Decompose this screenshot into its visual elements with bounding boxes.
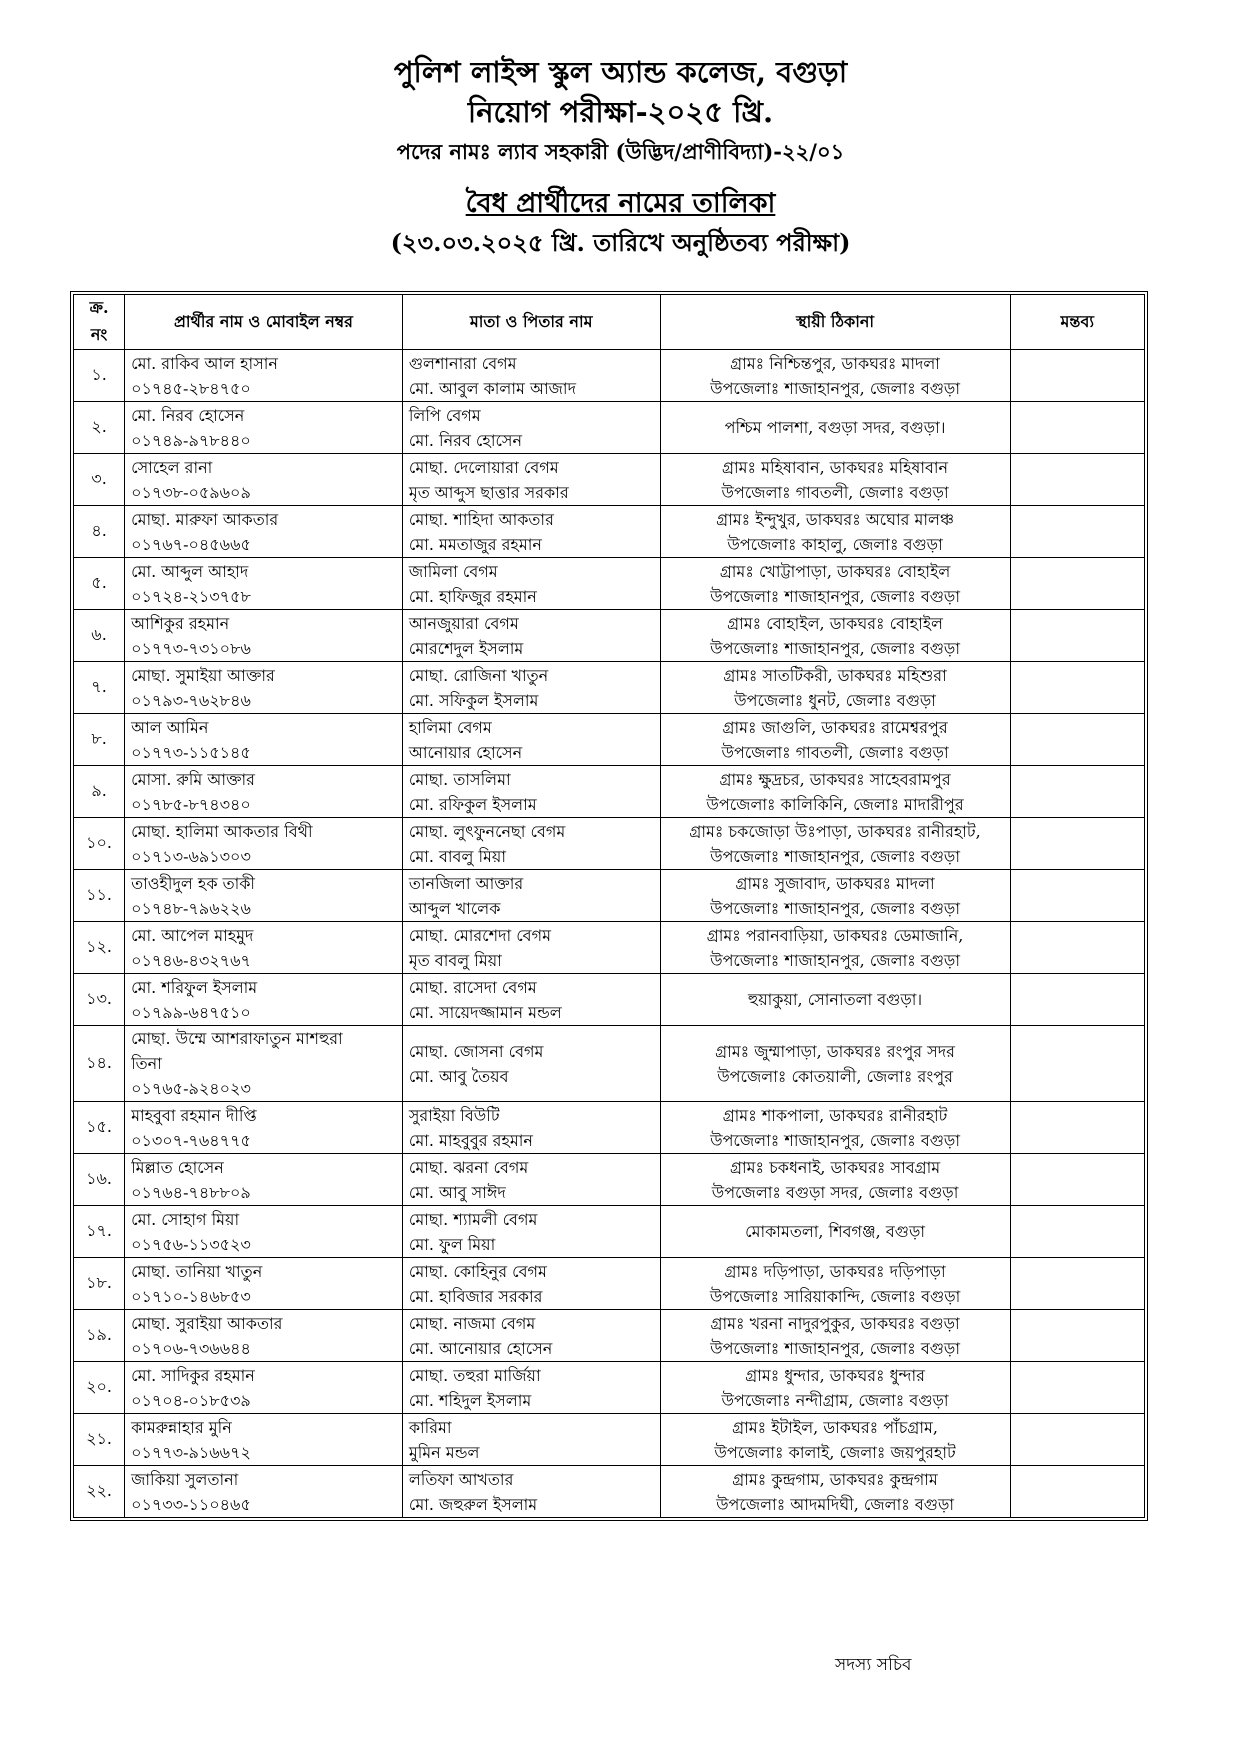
institution-name: পুলিশ লাইন্স স্কুল অ্যান্ড কলেজ, বগুড়া <box>393 55 848 89</box>
serial-cell: ২০. <box>74 1362 125 1414</box>
address-line-2: উপজেলাঃ ধুনট, জেলাঃ বগুড়া <box>734 690 936 710</box>
parents-cell <box>402 974 660 1026</box>
serial-cell: ১. <box>74 350 125 402</box>
candidate-name: মো. আপেল মাহমুদ <box>131 925 254 945</box>
candidate-cell <box>125 766 403 818</box>
mother-name: মোছা. নাজমা বেগম <box>408 1313 536 1333</box>
father-name: মোরশেদুল ইসলাম <box>408 638 524 658</box>
address-cell <box>660 1258 1010 1310</box>
table-row <box>74 766 1145 818</box>
remarks-cell <box>1010 1258 1144 1310</box>
table-row <box>74 1466 1145 1518</box>
address-cell <box>660 1362 1010 1414</box>
remarks-cell <box>1010 922 1144 974</box>
address-line-1: পশ্চিম পালশা, বগুড়া সদর, বগুড়া। <box>724 418 946 437</box>
table-body <box>74 350 1145 1518</box>
remarks-cell <box>1010 714 1144 766</box>
mother-name: লতিফা আখতার <box>408 1469 514 1489</box>
address-line-1: গ্রামঃ পরানবাড়িয়া, ডাকঘরঃ ডেমাজানি, <box>706 925 964 945</box>
table-row <box>74 402 1145 454</box>
address-line-1: গ্রামঃ মহিষাবান, ডাকঘরঃ মহিষাবান <box>722 457 949 477</box>
father-name: মো. মমতাজুর রহমান <box>408 534 542 554</box>
address-line-2: উপজেলাঃ শাজাহানপুর, জেলাঃ বগুড়া <box>710 950 960 970</box>
address-cell <box>660 974 1010 1026</box>
parents-cell <box>402 1026 660 1102</box>
father-name: মুমিন মন্ডল <box>408 1442 480 1462</box>
mother-name: মোছা. লুৎফুননেছা বেগম <box>408 821 566 841</box>
remarks-cell <box>1010 1102 1144 1154</box>
mother-name: মোছা. কোহিনুর বেগম <box>408 1261 547 1281</box>
parents-cell <box>402 870 660 922</box>
candidate-name: মো. নিরব হোসেন <box>131 405 245 425</box>
address-line-1: গ্রামঃ ইটাইল, ডাকঘরঃ পাঁচগ্রাম, <box>732 1417 938 1437</box>
list-title: বৈধ প্রার্থীদের নামের তালিকা <box>465 188 776 219</box>
address-line-1: গ্রামঃ কুন্দ্রগাম, ডাকঘরঃ কুন্দ্রগাম <box>732 1469 938 1489</box>
candidate-name: মোছা. সুমাইয়া আক্তার <box>131 665 275 685</box>
address-line-1: গ্রামঃ দড়িপাড়া, ডাকঘরঃ দড়িপাড়া <box>724 1261 946 1281</box>
candidate-name: আশিকুর রহমান <box>131 613 230 633</box>
address-line-1: মোকামতলা, শিবগঞ্জ, বগুড়া <box>745 1222 926 1241</box>
candidate-mobile: ০১৭২৪-২১৩৭৫৮ <box>131 586 251 606</box>
candidate-cell <box>125 506 403 558</box>
address-cell <box>660 610 1010 662</box>
table-row <box>74 350 1145 402</box>
remarks-cell <box>1010 766 1144 818</box>
candidate-name: মো. শরিফুল ইসলাম <box>131 977 258 997</box>
table-row <box>74 1258 1145 1310</box>
parents-cell <box>402 610 660 662</box>
candidate-cell <box>125 402 403 454</box>
serial-cell: ১৯. <box>74 1310 125 1362</box>
address-line-2: উপজেলাঃ শাজাহানপুর, জেলাঃ বগুড়া <box>710 378 960 398</box>
candidate-cell <box>125 1258 403 1310</box>
candidate-name: মো. রাকিব আল হাসান <box>131 353 278 373</box>
candidate-mobile: ০১৭৪৯-৯৭৮৪৪০ <box>131 430 251 450</box>
candidate-mobile: ০১৩০৭-৭৬৪৭৭৫ <box>131 1130 251 1150</box>
candidate-mobile: ০১৭৪৮-৭৯৬২২৬ <box>131 898 251 918</box>
candidate-name-cont: তিনা <box>131 1054 162 1073</box>
candidate-cell <box>125 662 403 714</box>
candidate-cell <box>125 714 403 766</box>
remarks-cell <box>1010 1414 1144 1466</box>
remarks-cell <box>1010 818 1144 870</box>
mother-name: কারিমা <box>408 1417 452 1437</box>
address-line-2: উপজেলাঃ কোতয়ালী, জেলাঃ রংপুর <box>717 1066 953 1086</box>
parents-cell <box>402 350 660 402</box>
table-row <box>74 454 1145 506</box>
candidate-name: মাহবুবা রহমান দীপ্তি <box>131 1105 257 1125</box>
header-address: স্থায়ী ঠিকানা <box>660 295 1010 350</box>
address-line-2: উপজেলাঃ শাজাহানপুর, জেলাঃ বগুড়া <box>710 586 960 606</box>
father-name: মো. রফিকুল ইসলাম <box>408 794 537 814</box>
parents-cell <box>402 506 660 558</box>
candidate-name: মিল্লাত হোসেন <box>131 1157 224 1177</box>
address-line-1: হুয়াকুয়া, সোনাতলা বগুড়া। <box>747 990 923 1009</box>
remarks-cell <box>1010 1206 1144 1258</box>
address-cell <box>660 870 1010 922</box>
mother-name: মোছা. তহুরা মার্জিয়া <box>408 1365 541 1385</box>
candidate-cell <box>125 1102 403 1154</box>
address-line-1: গ্রামঃ চকধনাই, ডাকঘরঃ সাবগ্রাম <box>729 1157 941 1177</box>
candidate-name: মোছা. সুরাইয়া আকতার <box>131 1313 283 1333</box>
address-line-2: উপজেলাঃ কালাই, জেলাঃ জয়পুরহাট <box>714 1442 956 1462</box>
father-name: মো. বাবলু মিয়া <box>408 846 507 866</box>
candidate-cell <box>125 1154 403 1206</box>
mother-name: মোছা. দেলোয়ারা বেগম <box>408 457 559 477</box>
address-cell <box>660 922 1010 974</box>
candidate-mobile: ০১৭৪৬-৪৩২৭৬৭ <box>131 950 251 970</box>
father-name: মো. সফিকুল ইসলাম <box>408 690 539 710</box>
candidate-cell <box>125 1026 403 1102</box>
serial-cell: ১২. <box>74 922 125 974</box>
address-cell <box>660 454 1010 506</box>
address-line-2: উপজেলাঃ বগুড়া সদর, জেলাঃ বগুড়া <box>711 1182 959 1202</box>
mother-name: মোছা. ঝরনা বেগম <box>408 1157 529 1177</box>
post-name: পদের নামঃ ল্যাব সহকারী (উদ্ভিদ/প্রাণীবিদ্যা)-২২/০১ <box>396 139 845 164</box>
table-row <box>74 922 1145 974</box>
mother-name: মোছা. তাসলিমা <box>408 769 511 789</box>
address-cell <box>660 818 1010 870</box>
remarks-cell <box>1010 974 1144 1026</box>
remarks-cell <box>1010 1362 1144 1414</box>
candidate-mobile: ০১৭৬৭-০৪৫৬৬৫ <box>131 534 251 554</box>
address-cell <box>660 558 1010 610</box>
serial-cell: ৯. <box>74 766 125 818</box>
candidate-mobile: ০১৭৭৩-৯১৬৬৭২ <box>131 1442 251 1462</box>
address-cell <box>660 662 1010 714</box>
serial-cell: ১৬. <box>74 1154 125 1206</box>
father-name: মো. শহিদুল ইসলাম <box>408 1390 532 1410</box>
father-name: মৃত বাবলু মিয়া <box>408 950 502 970</box>
address-cell <box>660 1102 1010 1154</box>
father-name: মো. আনোয়ার হোসেন <box>408 1338 553 1358</box>
remarks-cell <box>1010 454 1144 506</box>
candidate-mobile: ০১৭৯৩-৭৬২৮৪৬ <box>131 690 251 710</box>
father-name: মো. সায়েদজ্জামান মন্ডল <box>408 1002 562 1022</box>
serial-cell: ১১. <box>74 870 125 922</box>
mother-name: আনজুয়ারা বেগম <box>408 613 519 633</box>
candidate-cell <box>125 454 403 506</box>
address-line-1: গ্রামঃ নিশ্চিন্তপুর, ডাকঘরঃ মাদলা <box>730 353 940 373</box>
mother-name: মোছা. জোসনা বেগম <box>408 1041 544 1061</box>
candidate-cell <box>125 1362 403 1414</box>
candidate-cell <box>125 1466 403 1518</box>
mother-name: জামিলা বেগম <box>408 561 498 581</box>
parents-cell <box>402 1414 660 1466</box>
father-name: মো. আবু তৈয়ব <box>408 1066 509 1086</box>
mother-name: মোছা. মোরশেদা বেগম <box>408 925 551 945</box>
serial-cell: ১৫. <box>74 1102 125 1154</box>
candidate-name: তাওহীদুল হক তাকী <box>131 873 256 893</box>
candidate-mobile: ০১৭১০-১৪৬৮৫৩ <box>131 1286 251 1306</box>
mother-name: লিপি বেগম <box>408 405 481 425</box>
candidate-mobile: ০১৭০৪-০১৮৫৩৯ <box>131 1390 251 1410</box>
serial-cell: ১৩. <box>74 974 125 1026</box>
candidate-table-frame <box>70 291 1148 1521</box>
remarks-cell <box>1010 402 1144 454</box>
parents-cell <box>402 1102 660 1154</box>
serial-cell: ১৪. <box>74 1026 125 1102</box>
parents-cell <box>402 766 660 818</box>
table-row <box>74 1026 1145 1102</box>
parents-cell <box>402 558 660 610</box>
candidate-name: মো. আব্দুল আহাদ <box>131 561 249 581</box>
candidate-name: মো. সাদিকুর রহমান <box>131 1365 255 1385</box>
candidate-mobile: ০১৭৩৮-০৫৯৬০৯ <box>131 482 251 502</box>
serial-cell: ২২. <box>74 1466 125 1518</box>
address-cell <box>660 1466 1010 1518</box>
candidate-mobile: ০১৭৭৩-১১৫১৪৫ <box>131 742 251 762</box>
header-remarks: মন্তব্য <box>1010 295 1144 350</box>
mother-name: মোছা. রোজিনা খাতুন <box>408 665 549 685</box>
candidate-name: মোছা. মারুফা আকতার <box>131 509 279 529</box>
serial-cell: ২. <box>74 402 125 454</box>
mother-name: সুরাইয়া বিউটি <box>408 1105 500 1125</box>
table-row <box>74 1154 1145 1206</box>
candidate-cell <box>125 610 403 662</box>
table-row <box>74 1414 1145 1466</box>
mother-name: গুলশানারা বেগম <box>408 353 517 373</box>
address-cell <box>660 766 1010 818</box>
address-line-1: গ্রামঃ সুজাবাদ, ডাকঘরঃ মাদলা <box>735 873 935 893</box>
parents-cell <box>402 454 660 506</box>
candidate-cell <box>125 922 403 974</box>
mother-name: মোছা. শাহিদা আকতার <box>408 509 554 529</box>
address-cell <box>660 506 1010 558</box>
remarks-cell <box>1010 662 1144 714</box>
serial-cell: ৬. <box>74 610 125 662</box>
parents-cell <box>402 662 660 714</box>
address-line-2: উপজেলাঃ শাজাহানপুর, জেলাঃ বগুড়া <box>710 1130 960 1150</box>
serial-cell: ৪. <box>74 506 125 558</box>
remarks-cell <box>1010 1026 1144 1102</box>
candidate-cell <box>125 1206 403 1258</box>
remarks-cell <box>1010 558 1144 610</box>
address-cell <box>660 1310 1010 1362</box>
address-line-2: উপজেলাঃ শাজাহানপুর, জেলাঃ বগুড়া <box>710 1338 960 1358</box>
father-name: মো. মাহবুবুর রহমান <box>408 1130 533 1150</box>
serial-cell: ৩. <box>74 454 125 506</box>
candidate-table <box>73 294 1145 1518</box>
address-line-1: গ্রামঃ জুম্মাপাড়া, ডাকঘরঃ রংপুর সদর <box>715 1041 955 1061</box>
father-name: আব্দুল খালেক <box>408 898 501 918</box>
serial-cell: ১৭. <box>74 1206 125 1258</box>
address-line-1: গ্রামঃ চকজোড়া উঃপাড়া, ডাকঘরঃ রানীরহাট, <box>689 821 981 841</box>
address-cell <box>660 1154 1010 1206</box>
parents-cell <box>402 922 660 974</box>
address-line-2: উপজেলাঃ কালিকিনি, জেলাঃ মাদারীপুর <box>706 794 964 814</box>
table-row <box>74 714 1145 766</box>
candidate-name: মোসা. রুমি আক্তার <box>131 769 255 789</box>
parents-cell <box>402 1466 660 1518</box>
signature-label: সদস্য সচিব <box>835 1655 912 1675</box>
candidate-mobile: ০১৭৫৬-১১৩৫২৩ <box>131 1234 251 1254</box>
remarks-cell <box>1010 350 1144 402</box>
table-row <box>74 1206 1145 1258</box>
address-line-2: উপজেলাঃ গাবতলী, জেলাঃ বগুড়া <box>721 742 949 762</box>
address-line-1: গ্রামঃ জাগুলি, ডাকঘরঃ রামেশ্বরপুর <box>722 717 948 737</box>
candidate-cell <box>125 350 403 402</box>
address-cell <box>660 714 1010 766</box>
parents-cell <box>402 1258 660 1310</box>
parents-cell <box>402 1310 660 1362</box>
remarks-cell <box>1010 870 1144 922</box>
candidate-mobile: ০১৭৮৫-৮৭৪৩৪০ <box>131 794 251 814</box>
mother-name: তানজিলা আক্তার <box>408 873 524 893</box>
father-name: মো. ফুল মিয়া <box>408 1234 496 1254</box>
address-line-1: গ্রামঃ খরনা নাদুরপুকুর, ডাকঘরঃ বগুড়া <box>710 1313 960 1333</box>
candidate-cell <box>125 870 403 922</box>
candidate-mobile: ০১৭০৬-৭৩৬৬৪৪ <box>131 1338 251 1358</box>
serial-cell: ৮. <box>74 714 125 766</box>
candidate-name: কামরুন্নাহার মুনি <box>131 1417 232 1437</box>
remarks-cell <box>1010 1154 1144 1206</box>
candidate-name: মোছা. উম্মে আশরাফাতুন মাশহুরা <box>131 1029 343 1048</box>
address-cell <box>660 1414 1010 1466</box>
address-line-1: গ্রামঃ খোট্টাপাড়া, ডাকঘরঃ বোহাইল <box>719 561 951 581</box>
parents-cell <box>402 1154 660 1206</box>
mother-name: হালিমা বেগম <box>408 717 492 737</box>
table-row <box>74 610 1145 662</box>
father-name: মো. নিরব হোসেন <box>408 430 523 450</box>
table-row <box>74 1102 1145 1154</box>
remarks-cell <box>1010 1466 1144 1518</box>
serial-cell: ১৮. <box>74 1258 125 1310</box>
address-line-1: গ্রামঃ ধুন্দার, ডাকঘরঃ ধুন্দার <box>745 1365 925 1385</box>
candidate-name: আল আমিন <box>131 717 209 737</box>
parents-cell <box>402 402 660 454</box>
address-line-2: উপজেলাঃ কাহালু, জেলাঃ বগুড়া <box>727 534 943 554</box>
candidate-mobile: ০১৭৩৩-১১০৪৬৫ <box>131 1494 251 1514</box>
header-serial: ক্র. নং <box>74 295 125 350</box>
address-cell <box>660 1026 1010 1102</box>
address-line-1: গ্রামঃ শাকপালা, ডাকঘরঃ রানীরহাট <box>722 1105 948 1125</box>
table-row <box>74 1310 1145 1362</box>
remarks-cell <box>1010 506 1144 558</box>
candidate-mobile: ০১৭১৩-৬৯১৩০৩ <box>131 846 251 866</box>
father-name: মো. জহুরুল ইসলাম <box>408 1494 538 1514</box>
address-line-2: উপজেলাঃ নন্দীগ্রাম, জেলাঃ বগুড়া <box>721 1390 949 1410</box>
serial-cell: ২১. <box>74 1414 125 1466</box>
exam-date: (২৩.০৩.২০২৫ খ্রি. তারিখে অনুষ্ঠিতব্য পরীক্ষা) <box>390 228 851 257</box>
address-cell <box>660 402 1010 454</box>
remarks-cell <box>1010 1310 1144 1362</box>
table-row <box>74 818 1145 870</box>
candidate-cell <box>125 974 403 1026</box>
serial-cell: ১০. <box>74 818 125 870</box>
exam-title: নিয়োগ পরীক্ষা-২০২৫ খ্রি. <box>467 95 774 129</box>
document-header <box>0 52 1241 262</box>
table-row <box>74 558 1145 610</box>
address-line-2: উপজেলাঃ শাজাহানপুর, জেলাঃ বগুড়া <box>710 846 960 866</box>
table-row <box>74 870 1145 922</box>
candidate-mobile: ০১৭৬৪-৭৪৮৮০৯ <box>131 1182 251 1202</box>
candidate-cell <box>125 558 403 610</box>
table-row <box>74 1362 1145 1414</box>
candidate-name: মোছা. হালিমা আকতার বিথী <box>131 821 313 841</box>
address-line-1: গ্রামঃ বোহাইল, ডাকঘরঃ বোহাইল <box>727 613 943 633</box>
candidate-name: মো. সোহাগ মিয়া <box>131 1209 240 1229</box>
father-name: মো. আবুল কালাম আজাদ <box>408 378 576 398</box>
table-row <box>74 662 1145 714</box>
table-row <box>74 506 1145 558</box>
parents-cell <box>402 818 660 870</box>
candidate-name: জাকিয়া সুলতানা <box>131 1469 239 1489</box>
header-name: প্রার্থীর নাম ও মোবাইল নম্বর <box>125 295 403 350</box>
father-name: আনোয়ার হোসেন <box>408 742 523 762</box>
serial-cell: ৫. <box>74 558 125 610</box>
candidate-cell <box>125 1310 403 1362</box>
address-line-1: গ্রামঃ সাতটিকরী, ডাকঘরঃ মহিশুরা <box>723 665 947 685</box>
candidate-mobile: ০১৭৬৫-৯২৪০২৩ <box>131 1079 251 1098</box>
candidate-mobile: ০১৭৯৯-৬৪৭৫১০ <box>131 1002 251 1022</box>
remarks-cell <box>1010 610 1144 662</box>
candidate-mobile: ০১৭৪৫-২৮৪৭৫০ <box>131 378 251 398</box>
father-name: মো. আবু সাঈদ <box>408 1182 506 1202</box>
address-line-2: উপজেলাঃ শাজাহানপুর, জেলাঃ বগুড়া <box>710 638 960 658</box>
address-line-2: উপজেলাঃ আদমদিঘী, জেলাঃ বগুড়া <box>716 1494 955 1514</box>
candidate-name: মোছা. তানিয়া খাতুন <box>131 1261 263 1281</box>
address-line-2: উপজেলাঃ গাবতলী, জেলাঃ বগুড়া <box>721 482 949 502</box>
table-header-row <box>74 295 1145 350</box>
address-cell <box>660 350 1010 402</box>
address-line-2: উপজেলাঃ শাজাহানপুর, জেলাঃ বগুড়া <box>710 898 960 918</box>
address-line-2: উপজেলাঃ সারিয়াকান্দি, জেলাঃ বগুড়া <box>709 1286 961 1306</box>
table-row <box>74 974 1145 1026</box>
parents-cell <box>402 1362 660 1414</box>
mother-name: মোছা. শ্যামলী বেগম <box>408 1209 538 1229</box>
father-name: মো. হাফিজুর রহমান <box>408 586 537 606</box>
parents-cell <box>402 1206 660 1258</box>
candidate-mobile: ০১৭৭৩-৭৩১০৮৬ <box>131 638 251 658</box>
serial-cell: ৭. <box>74 662 125 714</box>
candidate-cell <box>125 1414 403 1466</box>
address-line-1: গ্রামঃ ক্ষুদ্রচর, ডাকঘরঃ সাহেবরামপুর <box>719 769 951 789</box>
mother-name: মোছা. রাসেদা বেগম <box>408 977 537 997</box>
address-cell <box>660 1206 1010 1258</box>
parents-cell <box>402 714 660 766</box>
header-parents: মাতা ও পিতার নাম <box>402 295 660 350</box>
candidate-cell <box>125 818 403 870</box>
father-name: মৃত আব্দুস ছাত্তার সরকার <box>408 482 569 502</box>
father-name: মো. হাবিজার সরকার <box>408 1286 543 1306</box>
candidate-name: সোহেল রানা <box>131 457 213 477</box>
address-line-1: গ্রামঃ ইন্দুখুর, ডাকঘরঃ অঘোর মালঞ্চ <box>716 509 954 529</box>
